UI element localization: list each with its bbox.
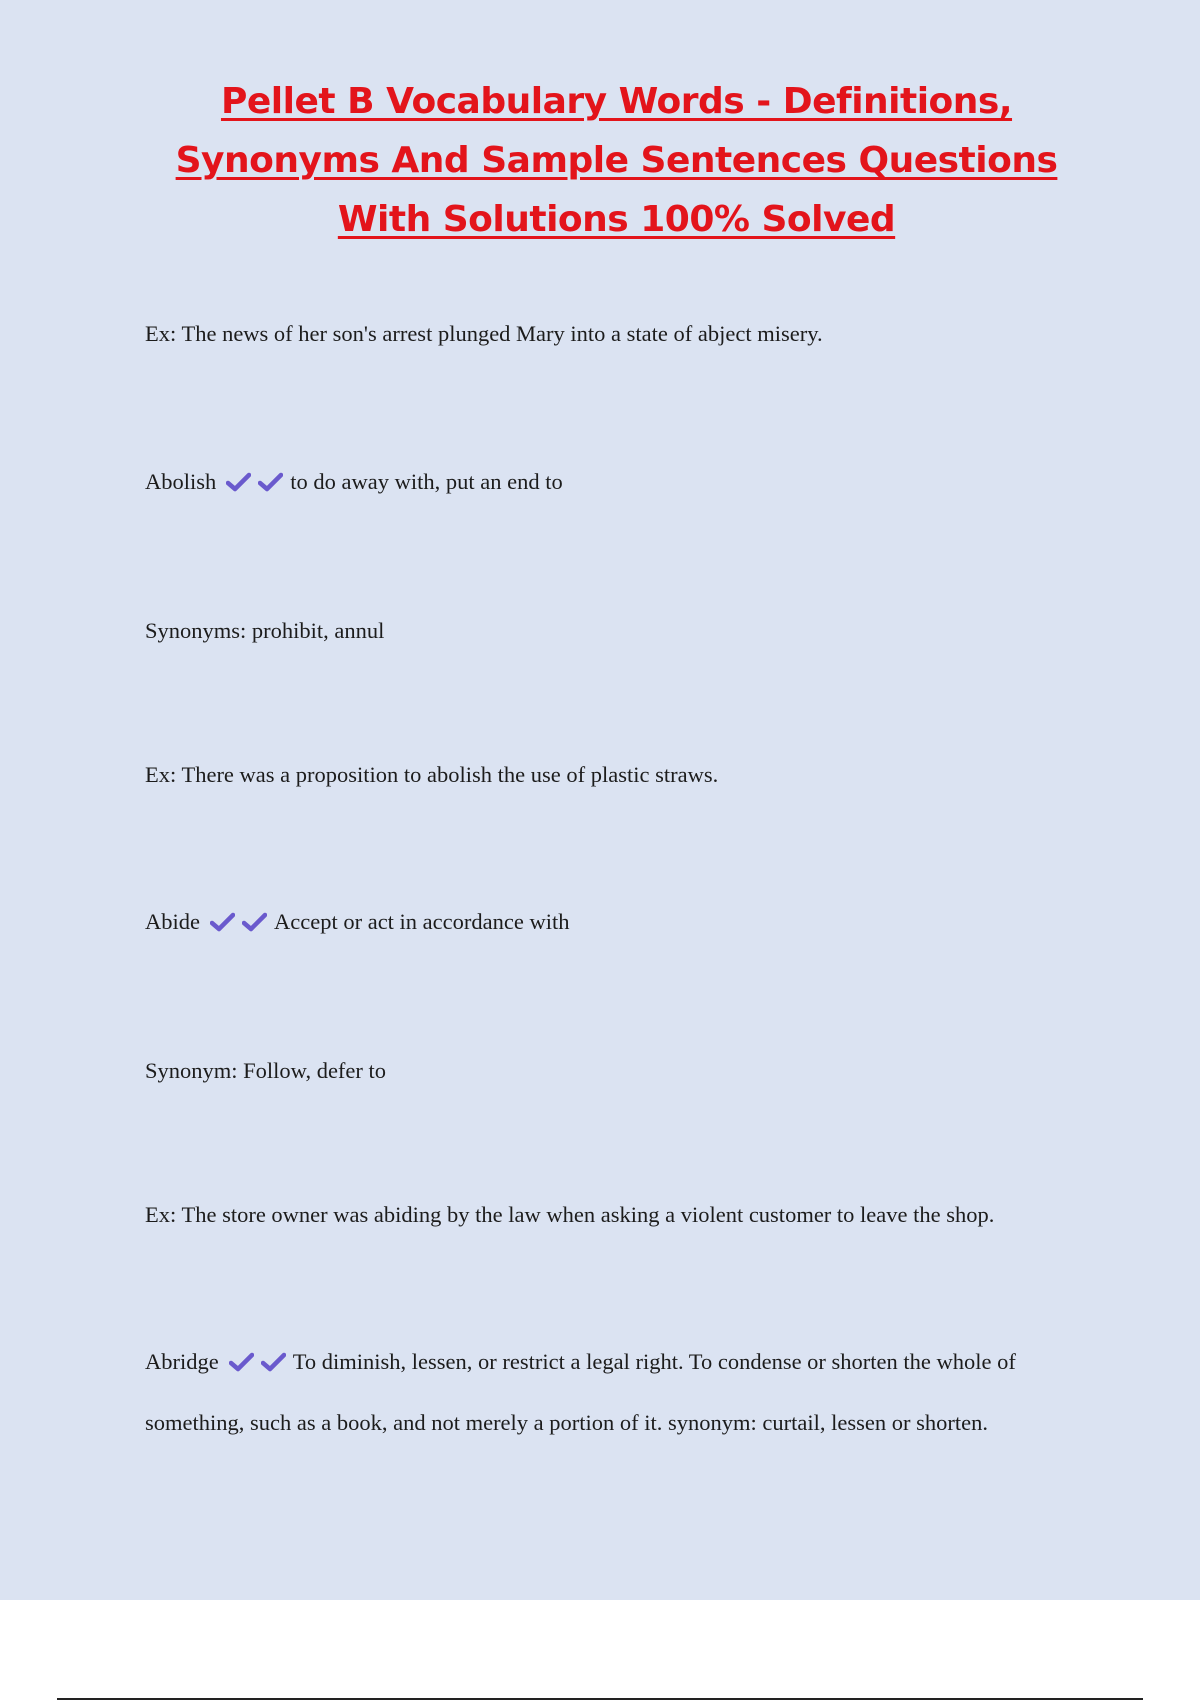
- document-title: [100, 72, 1133, 249]
- vocab-entry-abolish: [145, 469, 563, 495]
- check-icon: [210, 912, 235, 932]
- example-sentence-abolish: Ex: There was a proposition to abolish the use of plastic straws.: [145, 762, 719, 787]
- synonyms-abide: Synonym: Follow, defer to: [145, 1058, 387, 1083]
- title-line-3: With Solutions 100% Solved: [337, 199, 896, 240]
- example-sentence-abide: Ex: The store owner was abiding by the law when asking a violent customer to leave the shop.: [145, 1202, 995, 1227]
- vocab-word: Abridge: [145, 1349, 219, 1374]
- check-icon: [242, 912, 267, 932]
- vocab-word: Abide: [145, 909, 200, 934]
- vocab-entry-abide: [145, 909, 569, 935]
- vocab-definition: to do away with, put an end to: [290, 469, 563, 494]
- vocab-definition-continuation: something, such as a book, and not merely a portion of it. synonym: curtail, lessen or shorten.: [145, 1410, 988, 1435]
- title-line-2: Synonyms And Sample Sentences Questions: [175, 140, 1058, 181]
- vocab-definition: To diminish, lessen, or restrict a legal right. To condense or shorten the whole of: [292, 1349, 1016, 1374]
- vocab-entry-abridge: [145, 1349, 1016, 1375]
- example-sentence-abject: Ex: The news of her son's arrest plunged Mary into a state of abject misery.: [145, 321, 823, 346]
- check-icon: [258, 472, 283, 492]
- title-line-1: Pellet B Vocabulary Words - Definitions,: [220, 81, 1013, 122]
- vocab-word: Abolish: [145, 469, 217, 494]
- synonyms-abolish: Synonyms: prohibit, annul: [145, 618, 385, 643]
- vocab-definition: Accept or act in accordance with: [274, 909, 570, 934]
- check-icon: [226, 472, 251, 492]
- check-icon: [261, 1352, 286, 1372]
- check-icon: [229, 1352, 254, 1372]
